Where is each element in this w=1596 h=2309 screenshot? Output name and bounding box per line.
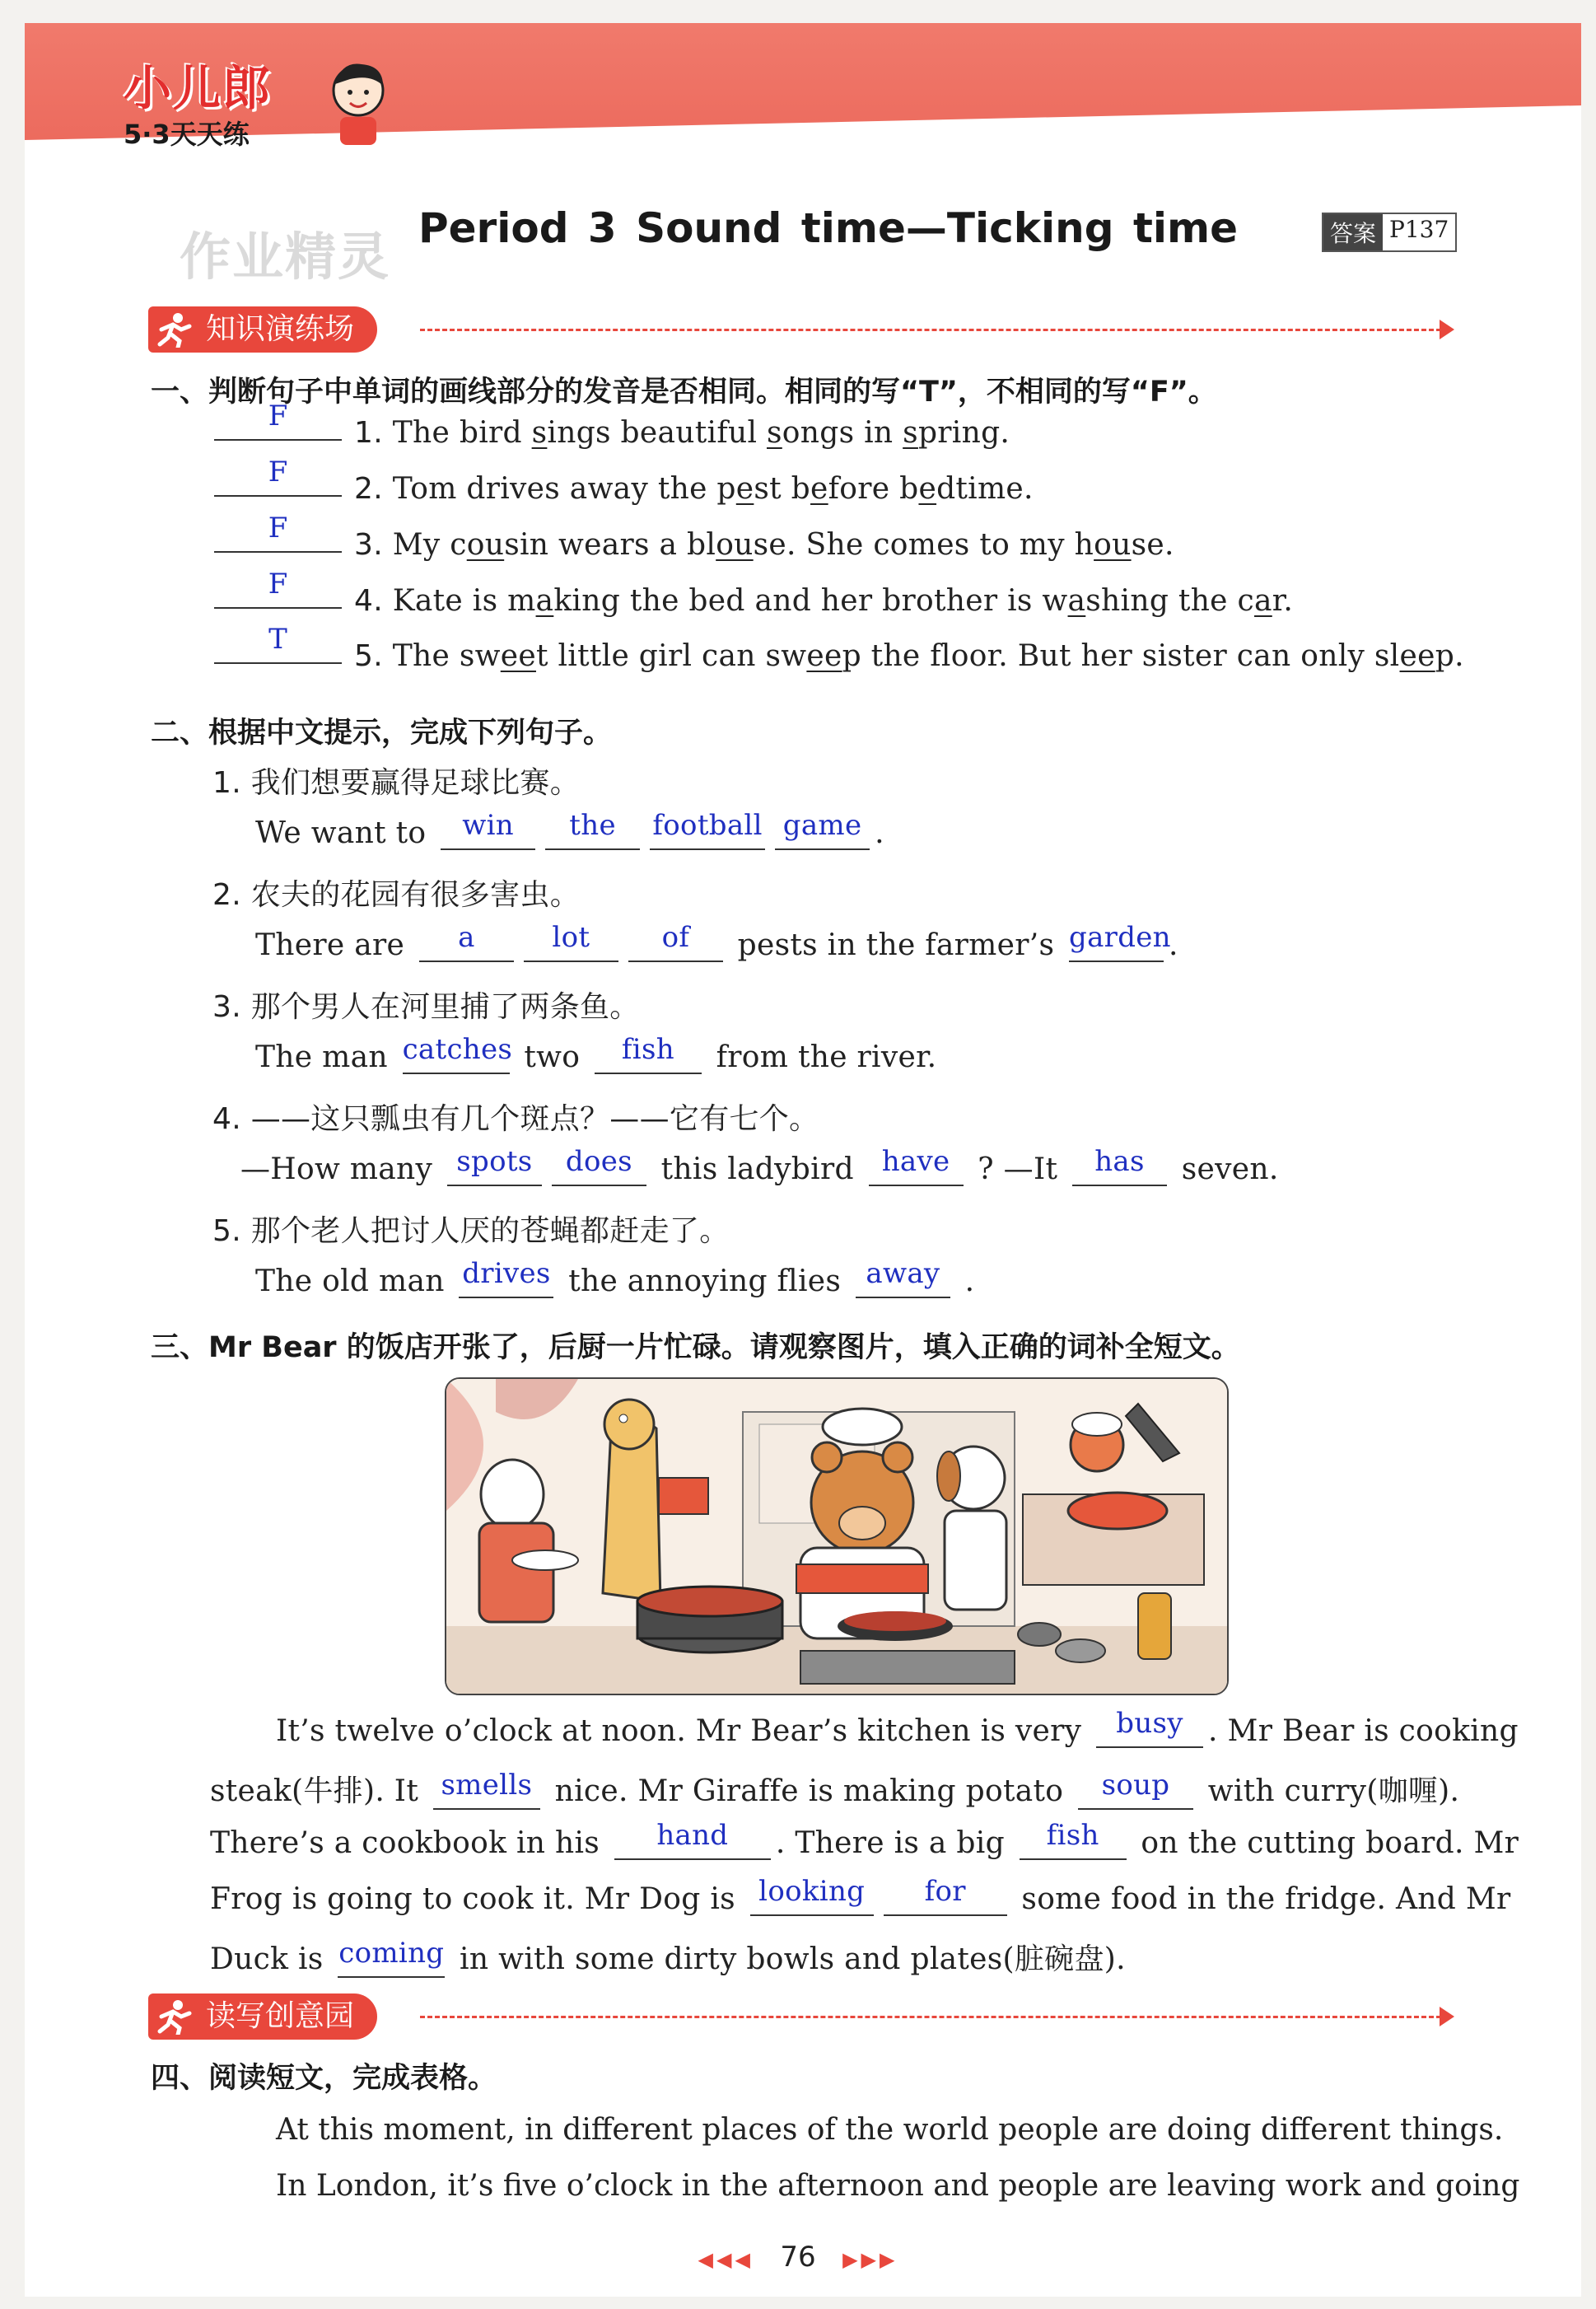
kitchen-illustration: [445, 1377, 1229, 1695]
q1-item: [354, 528, 1174, 562]
answer-blank[interactable]: [650, 809, 765, 850]
answer-blank[interactable]: [552, 1145, 646, 1186]
sentence-text: se. She comes to my h: [753, 528, 1094, 562]
underlined-letters: e: [918, 472, 937, 506]
answer-text: F: [268, 568, 288, 601]
passage-line: [210, 1936, 1126, 1978]
answer-blank[interactable]: [402, 1033, 513, 1074]
q1-item: [354, 472, 1034, 506]
underlined-letters: ee: [500, 639, 536, 673]
brand-subtitle: 5·3天天练: [124, 119, 250, 150]
item-number: 2.: [354, 472, 383, 506]
answer-text: football: [652, 809, 763, 842]
answer-text: catches: [402, 1033, 513, 1066]
sentence-text: shing the c: [1085, 584, 1254, 618]
passage-line: [210, 1875, 1511, 1916]
passage-line: [276, 1707, 1519, 1748]
sentence-text: t little girl can sw: [535, 639, 807, 673]
q2-chinese-prompt: [212, 760, 580, 802]
answer-blank[interactable]: [750, 1875, 874, 1916]
q2-chinese-prompt: [212, 872, 580, 914]
passage-text: . There is a big: [775, 1826, 1015, 1860]
answer-text: away: [866, 1257, 940, 1290]
q2-english-sentence: [255, 1033, 937, 1074]
answer-text: win: [462, 809, 514, 842]
answer-blank[interactable]: [419, 921, 514, 962]
answer-text: game: [782, 809, 862, 842]
section-practice-label: 知识演练场: [148, 306, 377, 353]
sentence-text: from the river.: [706, 1040, 937, 1074]
answer-blank[interactable]: [214, 512, 342, 553]
sentence-text: ? —It: [968, 1152, 1067, 1186]
q4-line-1: At this moment, in different places of the world people are doing different things.: [276, 2113, 1504, 2147]
underlined-letters: a: [1254, 584, 1272, 618]
answer-blank[interactable]: [628, 921, 723, 962]
answer-blank[interactable]: [214, 623, 342, 664]
answer-text: smells: [441, 1769, 533, 1802]
passage-text: with curry(咖喱).: [1197, 1774, 1460, 1808]
sentence-text: king the bed and her brother is w: [553, 584, 1068, 618]
answer-text: does: [565, 1145, 632, 1178]
answer-blank[interactable]: [1078, 1769, 1193, 1810]
underlined-letters: a: [1067, 584, 1086, 618]
kitchen-scene-image: [446, 1379, 1227, 1694]
prev-arrows-icon: ◀◀◀: [698, 2248, 754, 2271]
sentence-text: The man: [255, 1040, 398, 1074]
answer-blank[interactable]: [214, 568, 342, 609]
sentence-text: .: [954, 1264, 975, 1298]
sentence-text: p the floor. But her sister can only sl: [842, 639, 1400, 673]
item-number: 1.: [354, 416, 383, 450]
sentence-text: Kate is m: [392, 584, 536, 618]
section-divider: [420, 2016, 1441, 2018]
q1-item: [354, 639, 1464, 673]
answer-blank[interactable]: [459, 1257, 553, 1298]
answer-text: the: [569, 809, 616, 842]
item-number: 3.: [212, 990, 241, 1024]
answer-text: hand: [656, 1819, 729, 1852]
answer-text: for: [924, 1875, 966, 1908]
q2-english-sentence: [255, 1257, 975, 1298]
passage-text: nice. Mr Giraffe is making potato: [544, 1774, 1073, 1808]
answer-text: garden: [1069, 921, 1171, 954]
q1-item: [354, 584, 1293, 618]
q2-english-sentence: [255, 809, 884, 850]
page-number: 76: [780, 2241, 816, 2274]
answer-text: spots: [456, 1145, 533, 1178]
chinese-sentence: 我们想要赢得足球比赛。: [250, 766, 581, 800]
q3-heading: 三、Mr Bear 的饭店开张了，后厨一片忙碌。请观察图片，填入正确的词补全短文。: [151, 1331, 1240, 1364]
sentence-text: two: [514, 1040, 590, 1074]
answer-text: lot: [552, 921, 590, 954]
underlined-letters: s: [767, 416, 782, 450]
brand-name: 小儿郎: [124, 60, 273, 116]
item-number: 3.: [354, 528, 383, 562]
page-footer: [0, 2241, 1596, 2274]
item-number: 5.: [354, 639, 383, 673]
q2-chinese-prompt: [212, 984, 640, 1026]
sentence-text: ings beautiful: [547, 416, 767, 450]
arrow-right-icon: [1440, 320, 1454, 339]
q1-item: [354, 416, 1010, 450]
passage-line: [210, 1768, 1459, 1810]
item-number: 4.: [212, 1102, 241, 1136]
sentence-text: Tom drives away the p: [392, 472, 736, 506]
answer-reference: [1322, 213, 1457, 252]
answer-text: soup: [1101, 1769, 1170, 1802]
answer-text: have: [881, 1145, 950, 1178]
answer-blank[interactable]: [1069, 921, 1171, 962]
sentence-text: pring.: [917, 416, 1010, 450]
arrow-right-icon: [1440, 2007, 1454, 2026]
underlined-letters: ee: [1399, 639, 1435, 673]
sentence-text: the annoying flies: [558, 1264, 851, 1298]
answer-text: coming: [338, 1937, 445, 1970]
underlined-letters: s: [903, 416, 918, 450]
answer-blank[interactable]: [447, 1145, 542, 1186]
chinese-sentence: ——这只瓢虫有几个斑点？——它有七个。: [250, 1102, 819, 1136]
sentence-text: seven.: [1171, 1152, 1279, 1186]
passage-text: It’s twelve o’clock at noon. Mr Bear’s kitchen is very: [276, 1714, 1092, 1748]
sentence-text: se.: [1131, 528, 1174, 562]
answer-blank[interactable]: [614, 1819, 771, 1860]
item-number: 2.: [212, 878, 241, 912]
answer-text: busy: [1116, 1707, 1183, 1740]
sentence-text: pests in the farmer’s: [727, 928, 1064, 962]
answer-text: fish: [621, 1033, 674, 1066]
underlined-letters: ou: [1094, 528, 1132, 562]
answer-blank[interactable]: [214, 400, 342, 441]
answer-text: fish: [1046, 1819, 1099, 1852]
answer-blank[interactable]: [1096, 1707, 1203, 1748]
q2-english-sentence: [240, 1145, 1279, 1186]
sentence-text: r.: [1272, 584, 1294, 618]
passage-text: steak(牛排). It: [210, 1774, 428, 1808]
page-title: Period 3 Sound time—Ticking time: [418, 204, 1239, 252]
answer-blank[interactable]: [338, 1937, 445, 1978]
watermark: 作业精灵: [180, 227, 391, 287]
underlined-letters: e: [810, 472, 828, 506]
runner-icon: [153, 1998, 194, 2035]
chinese-sentence: 农夫的花园有很多害虫。: [250, 878, 581, 912]
answer-blank[interactable]: [856, 1257, 950, 1298]
answer-blank[interactable]: [441, 809, 535, 850]
answer-blank[interactable]: [214, 456, 342, 497]
sentence-text: My c: [392, 528, 467, 562]
sentence-text: —How many: [240, 1152, 442, 1186]
underlined-letters: ee: [806, 639, 842, 673]
answer-text: has: [1094, 1145, 1145, 1178]
passage-text: in with some dirty bowls and plates(脏碗盘).: [450, 1942, 1126, 1976]
q2-english-sentence: [255, 921, 1178, 962]
sentence-text: The old man: [255, 1264, 455, 1298]
q4-heading: 四、阅读短文，完成表格。: [151, 2062, 497, 2095]
answer-text: drives: [462, 1257, 551, 1290]
answer-text: T: [268, 623, 287, 656]
answer-text: looking: [758, 1875, 866, 1908]
sentence-text: There are: [255, 928, 414, 962]
chinese-sentence: 那个老人把讨人厌的苍蝇都赶走了。: [250, 1214, 730, 1248]
section-creative: [148, 1993, 1466, 2040]
answer-text: of: [661, 921, 690, 954]
passage-line: [210, 1819, 1519, 1860]
answer-blank[interactable]: [1020, 1819, 1127, 1860]
q2-chinese-prompt: [212, 1208, 730, 1250]
answer-text: F: [268, 512, 288, 545]
brand-logo: [124, 49, 272, 152]
q4-line-2: In London, it’s five o’clock in the afternoon and people are leaving work and going: [276, 2169, 1520, 2203]
mascot-icon: [325, 58, 391, 148]
answer-blank[interactable]: [524, 921, 618, 962]
underlined-letters: ou: [716, 528, 754, 562]
section-divider: [420, 329, 1441, 331]
sentence-text: .: [1169, 928, 1178, 962]
answer-blank[interactable]: [775, 809, 870, 850]
sentence-text: fore b: [828, 472, 919, 506]
passage-text: . Mr Bear is cooking: [1208, 1714, 1519, 1748]
sentence-text: We want to: [255, 816, 436, 850]
passage-text: Duck is: [210, 1942, 334, 1976]
answer-text: F: [268, 400, 288, 432]
passage-text: There’s a cookbook in his: [210, 1826, 609, 1860]
answer-blank[interactable]: [884, 1875, 1007, 1916]
underlined-letters: s: [531, 416, 548, 450]
answer-label: 答案: [1323, 214, 1383, 250]
section-practice: [148, 306, 1466, 353]
answer-blank[interactable]: [869, 1145, 964, 1186]
passage-text: on the cutting board. Mr: [1131, 1826, 1519, 1860]
q1-heading: 一、判断句子中单词的画线部分的发音是否相同。相同的写“T”，不相同的写“F”。: [151, 376, 1217, 409]
passage-text: Frog is going to cook it. Mr Dog is: [210, 1882, 745, 1916]
sentence-text: .: [875, 816, 884, 850]
sentence-text: st b: [754, 472, 811, 506]
sentence-text: sin wears a bl: [504, 528, 716, 562]
sentence-text: The sw: [392, 639, 501, 673]
answer-blank[interactable]: [1072, 1145, 1167, 1186]
item-number: 5.: [212, 1214, 241, 1248]
item-number: 4.: [354, 584, 383, 618]
sentence-text: ongs in: [782, 416, 903, 450]
answer-blank[interactable]: [545, 809, 640, 850]
runner-icon: [153, 311, 194, 348]
passage-text: some food in the fridge. And Mr: [1011, 1882, 1511, 1916]
underlined-letters: a: [535, 584, 554, 618]
item-number: 1.: [212, 766, 241, 800]
answer-page: P137: [1389, 216, 1449, 243]
answer-blank[interactable]: [433, 1769, 540, 1810]
sentence-text: dtime.: [936, 472, 1034, 506]
sentence-text: this ladybird: [651, 1152, 864, 1186]
sentence-text: p.: [1435, 639, 1464, 673]
underlined-letters: ou: [466, 528, 505, 562]
answer-text: a: [458, 921, 475, 954]
chinese-sentence: 那个男人在河里捕了两条鱼。: [250, 990, 640, 1024]
underlined-letters: e: [735, 472, 754, 506]
q2-chinese-prompt: [212, 1096, 819, 1138]
answer-blank[interactable]: [595, 1033, 702, 1074]
sentence-text: The bird: [392, 416, 532, 450]
section-creative-label: 读写创意园: [148, 1993, 377, 2040]
q2-heading: 二、根据中文提示，完成下列句子。: [151, 717, 613, 750]
answer-text: F: [268, 456, 288, 488]
next-arrows-icon: ▶▶▶: [842, 2248, 898, 2271]
